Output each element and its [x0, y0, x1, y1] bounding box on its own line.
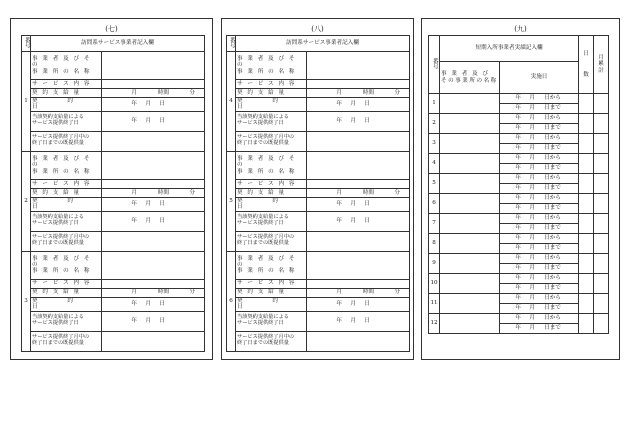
business-name-field[interactable]	[440, 94, 500, 114]
date-to-field[interactable]: 年 月 日まで	[500, 264, 579, 274]
visit-header-title: 訪問系サービス事業者記入欄	[31, 36, 205, 52]
date-from-field[interactable]: 年 月 日から	[500, 154, 579, 164]
business-name-label: 事 業 者 及 び そ の 事 業 所 の 名 称	[236, 151, 307, 179]
short-stay-table	[428, 35, 609, 334]
monthly-total-field[interactable]	[594, 274, 609, 294]
date-to-field[interactable]: 年 月 日まで	[500, 144, 579, 154]
business-name-label: 事 業 者 及 び そ の 事 業 所 の 名 称	[31, 151, 102, 179]
service-label: サ ー ビ ス 内 容	[31, 179, 102, 188]
end-date-label: 当該契約支給量による サービス提供終了日	[236, 211, 307, 231]
short-stay-panel	[421, 18, 620, 360]
contract-date-label: 契 約 日	[236, 197, 307, 211]
end-date-row	[227, 111, 410, 131]
end-date-row	[227, 311, 410, 331]
end-date-row	[227, 211, 410, 231]
date-to-field[interactable]: 年 月 日まで	[500, 284, 579, 294]
amount-label: 契 約 支 給 量	[31, 89, 102, 98]
days-field[interactable]	[579, 174, 594, 194]
business-name-field[interactable]	[440, 254, 500, 274]
used-row	[227, 231, 410, 251]
days-header: 日 数	[579, 36, 594, 94]
date-from-field[interactable]: 年 月 日から	[500, 214, 579, 224]
monthly-total-field[interactable]	[594, 154, 609, 174]
contract-date-row	[22, 98, 205, 112]
business-name-field[interactable]	[440, 194, 500, 214]
contract-date-field[interactable]: 年 月 日	[102, 197, 205, 211]
contract-date-label: 契 約 日	[31, 297, 102, 311]
short-stay-row	[429, 194, 609, 204]
used-field[interactable]	[307, 231, 410, 251]
service-label: サ ー ビ ス 内 容	[31, 279, 102, 288]
business-row	[22, 52, 205, 80]
days-field[interactable]	[579, 214, 594, 234]
business-row	[227, 52, 410, 80]
monthly-total-field[interactable]	[594, 174, 609, 194]
amount-field[interactable]: 月 時間 分	[102, 89, 205, 98]
end-date-label: 当該契約支給量による サービス提供終了日	[236, 311, 307, 331]
entry-number: 10	[429, 274, 440, 294]
used-field[interactable]	[307, 131, 410, 151]
days-field[interactable]	[579, 194, 594, 214]
used-field[interactable]	[102, 231, 205, 251]
business-name-label: 事 業 者 及 び そ の 事 業 所 の 名 称	[31, 52, 102, 80]
end-date-field[interactable]: 年 月 日	[102, 311, 205, 331]
amount-field[interactable]: 月 時間 分	[307, 89, 410, 98]
contract-date-field[interactable]: 年 月 日	[307, 297, 410, 311]
end-date-label: 当該契約支給量による サービス提供終了日	[31, 111, 102, 131]
service-field[interactable]	[307, 80, 410, 89]
entry-number: 1	[429, 94, 440, 114]
entry-number: 2	[429, 114, 440, 134]
date-to-field[interactable]: 年 月 日まで	[500, 124, 579, 134]
short-stay-row	[429, 254, 609, 264]
contract-date-row	[22, 297, 205, 311]
business-name-field[interactable]	[307, 251, 410, 279]
visit-table-middle	[226, 35, 410, 352]
panel-number: (八)	[311, 25, 324, 33]
business-row	[22, 251, 205, 279]
business-row	[227, 251, 410, 279]
business-name-field[interactable]	[440, 234, 500, 254]
days-field[interactable]	[579, 154, 594, 174]
short-stay-header-title: 短期入所事業者実績記入欄	[440, 36, 579, 62]
date-from-field[interactable]: 年 月 日から	[500, 114, 579, 124]
number-header: 番号	[429, 36, 440, 94]
service-label: サ ー ビ ス 内 容	[236, 179, 307, 188]
date-to-field[interactable]: 年 月 日まで	[500, 204, 579, 214]
short-stay-row	[429, 234, 609, 244]
date-from-field[interactable]: 年 月 日から	[500, 254, 579, 264]
date-to-field[interactable]: 年 月 日まで	[500, 104, 579, 114]
business-row	[227, 151, 410, 179]
date-to-field[interactable]: 年 月 日まで	[500, 164, 579, 174]
contract-date-field[interactable]: 年 月 日	[102, 297, 205, 311]
used-row	[22, 231, 205, 251]
short-stay-row	[429, 94, 609, 104]
monthly-total-field[interactable]	[594, 234, 609, 254]
contract-date-row	[227, 98, 410, 112]
end-date-label: 当該契約支給量による サービス提供終了日	[31, 211, 102, 231]
short-stay-row	[429, 294, 609, 304]
business-name-field[interactable]	[440, 294, 500, 314]
date-from-field[interactable]: 年 月 日から	[500, 134, 579, 144]
service-row	[22, 179, 205, 188]
amount-row	[22, 89, 205, 98]
visit-panel-left	[10, 18, 213, 360]
amount-label: 契 約 支 給 量	[31, 188, 102, 197]
used-row	[227, 331, 410, 351]
entry-number: 9	[429, 254, 440, 274]
service-label: サ ー ビ ス 内 容	[31, 80, 102, 89]
business-name-label: 事 業 者 及 び そ の 事 業 所 の 名 称	[236, 52, 307, 80]
business-name-field[interactable]	[307, 52, 410, 80]
short-stay-row	[429, 174, 609, 184]
business-name-field[interactable]	[102, 52, 205, 80]
end-date-row	[22, 211, 205, 231]
entry-number: 2	[22, 151, 31, 251]
contract-date-label: 契 約 日	[236, 297, 307, 311]
entry-number: 8	[429, 234, 440, 254]
entry-number: 3	[22, 251, 31, 351]
end-date-row	[22, 311, 205, 331]
end-date-label: 当該契約支給量による サービス提供終了日	[236, 111, 307, 131]
business-name-field[interactable]	[440, 314, 500, 334]
date-from-field[interactable]: 年 月 日から	[500, 294, 579, 304]
service-field[interactable]	[102, 179, 205, 188]
business-column-header: 事 業 者 及 び その事業所の名称	[440, 62, 500, 94]
entry-number: 5	[429, 174, 440, 194]
entry-number: 12	[429, 314, 440, 334]
monthly-total-field[interactable]	[594, 294, 609, 314]
used-label: サービス提供終了月中の 終了日までの既提供量	[236, 331, 307, 351]
entry-number: 3	[429, 134, 440, 154]
entry-number: 5	[227, 151, 236, 251]
contract-date-label: 契 約 日	[236, 98, 307, 112]
monthly-total-field[interactable]	[594, 94, 609, 114]
used-label: サービス提供終了月中の 終了日までの既提供量	[31, 131, 102, 151]
amount-field[interactable]: 月 時間 分	[102, 288, 205, 297]
amount-field[interactable]: 月 時間 分	[102, 188, 205, 197]
entry-number: 6	[429, 194, 440, 214]
contract-date-field[interactable]: 年 月 日	[307, 98, 410, 112]
date-to-field[interactable]: 年 月 日まで	[500, 224, 579, 234]
business-name-label: 事 業 者 及 び そ の 事 業 所 の 名 称	[236, 251, 307, 279]
amount-label: 契 約 支 給 量	[236, 288, 307, 297]
date-from-field[interactable]: 年 月 日から	[500, 234, 579, 244]
service-row	[22, 279, 205, 288]
end-date-row	[22, 111, 205, 131]
business-name-field[interactable]	[440, 154, 500, 174]
date-to-field[interactable]: 年 月 日まで	[500, 184, 579, 194]
entry-number: 11	[429, 294, 440, 314]
days-field[interactable]	[579, 234, 594, 254]
monthly-total-header: 月 累 計	[594, 36, 609, 94]
entry-number: 4	[429, 154, 440, 174]
number-header: 番号	[22, 36, 31, 52]
visit-table-left	[21, 35, 205, 352]
amount-label: 契 約 支 給 量	[236, 89, 307, 98]
used-row	[22, 331, 205, 351]
service-field[interactable]	[307, 279, 410, 288]
visit-header-title: 訪問系サービス事業者記入欄	[236, 36, 410, 52]
service-field[interactable]	[307, 179, 410, 188]
amount-row	[22, 188, 205, 197]
used-label: サービス提供終了月中の 終了日までの既提供量	[236, 231, 307, 251]
panel-number: (七)	[105, 25, 118, 33]
amount-field[interactable]: 月 時間 分	[307, 188, 410, 197]
days-field[interactable]	[579, 94, 594, 114]
amount-field[interactable]: 月 時間 分	[307, 288, 410, 297]
used-row	[227, 131, 410, 151]
date-to-field[interactable]: 年 月 日まで	[500, 244, 579, 254]
contract-date-label: 契 約 日	[31, 98, 102, 112]
short-stay-row	[429, 114, 609, 124]
visit-panel-middle	[221, 18, 414, 360]
service-row	[227, 179, 410, 188]
short-stay-title-row	[429, 36, 609, 62]
service-field[interactable]	[102, 279, 205, 288]
contract-date-field[interactable]: 年 月 日	[102, 98, 205, 112]
monthly-total-field[interactable]	[594, 254, 609, 274]
short-stay-row	[429, 154, 609, 164]
date-from-field[interactable]: 年 月 日から	[500, 274, 579, 284]
amount-label: 契 約 支 給 量	[31, 288, 102, 297]
days-field[interactable]	[579, 254, 594, 274]
business-name-field[interactable]	[440, 114, 500, 134]
service-label: サ ー ビ ス 内 容	[236, 279, 307, 288]
panel-number: (九)	[514, 25, 527, 33]
used-label: サービス提供終了月中の 終了日までの既提供量	[31, 231, 102, 251]
contract-date-row	[22, 197, 205, 211]
date-from-field[interactable]: 年 月 日から	[500, 94, 579, 104]
short-stay-row	[429, 274, 609, 284]
days-field[interactable]	[579, 294, 594, 314]
end-date-field[interactable]: 年 月 日	[102, 211, 205, 231]
contract-date-label: 契 約 日	[31, 197, 102, 211]
date-from-field[interactable]: 年 月 日から	[500, 194, 579, 204]
business-name-field[interactable]	[440, 214, 500, 234]
end-date-field[interactable]: 年 月 日	[102, 111, 205, 131]
amount-row	[227, 288, 410, 297]
amount-row	[227, 89, 410, 98]
amount-label: 契 約 支 給 量	[236, 188, 307, 197]
service-row	[22, 80, 205, 89]
business-name-field[interactable]	[440, 274, 500, 294]
days-field[interactable]	[579, 134, 594, 154]
short-stay-row	[429, 134, 609, 144]
days-field[interactable]	[579, 314, 594, 334]
monthly-total-field[interactable]	[594, 114, 609, 134]
business-row	[22, 151, 205, 179]
end-date-field[interactable]: 年 月 日	[307, 111, 410, 131]
service-row	[227, 279, 410, 288]
monthly-total-field[interactable]	[594, 134, 609, 154]
service-field[interactable]	[102, 80, 205, 89]
business-name-label: 事 業 者 及 び そ の 事 業 所 の 名 称	[31, 251, 102, 279]
used-field[interactable]	[102, 331, 205, 351]
entry-number: 6	[227, 251, 236, 351]
used-label: サービス提供終了月中の 終了日までの既提供量	[31, 331, 102, 351]
monthly-total-field[interactable]	[594, 214, 609, 234]
short-stay-row	[429, 214, 609, 224]
used-field[interactable]	[102, 131, 205, 151]
business-name-field[interactable]	[440, 174, 500, 194]
end-date-label: 当該契約支給量による サービス提供終了日	[31, 311, 102, 331]
used-row	[22, 131, 205, 151]
number-header: 番号	[227, 36, 236, 52]
date-to-field[interactable]: 年 月 日まで	[500, 324, 579, 334]
days-field[interactable]	[579, 114, 594, 134]
business-name-field[interactable]	[307, 151, 410, 179]
business-name-field[interactable]	[102, 151, 205, 179]
business-name-field[interactable]	[440, 134, 500, 154]
date-from-field[interactable]: 年 月 日から	[500, 174, 579, 184]
end-date-field[interactable]: 年 月 日	[307, 311, 410, 331]
days-column-header: 実施日	[500, 62, 579, 94]
entry-number: 4	[227, 52, 236, 152]
end-date-field[interactable]: 年 月 日	[307, 211, 410, 231]
business-name-field[interactable]	[102, 251, 205, 279]
contract-date-row	[227, 297, 410, 311]
short-stay-row	[429, 314, 609, 324]
service-label: サ ー ビ ス 内 容	[236, 80, 307, 89]
monthly-total-field[interactable]	[594, 194, 609, 214]
used-label: サービス提供終了月中の 終了日までの既提供量	[236, 131, 307, 151]
entry-number: 7	[429, 214, 440, 234]
date-to-field[interactable]: 年 月 日まで	[500, 304, 579, 314]
monthly-total-field[interactable]	[594, 314, 609, 334]
service-row	[227, 80, 410, 89]
date-from-field[interactable]: 年 月 日から	[500, 314, 579, 324]
contract-date-row	[227, 197, 410, 211]
amount-row	[22, 288, 205, 297]
contract-date-field[interactable]: 年 月 日	[307, 197, 410, 211]
entry-number: 1	[22, 52, 31, 152]
amount-row	[227, 188, 410, 197]
used-field[interactable]	[307, 331, 410, 351]
days-field[interactable]	[579, 274, 594, 294]
